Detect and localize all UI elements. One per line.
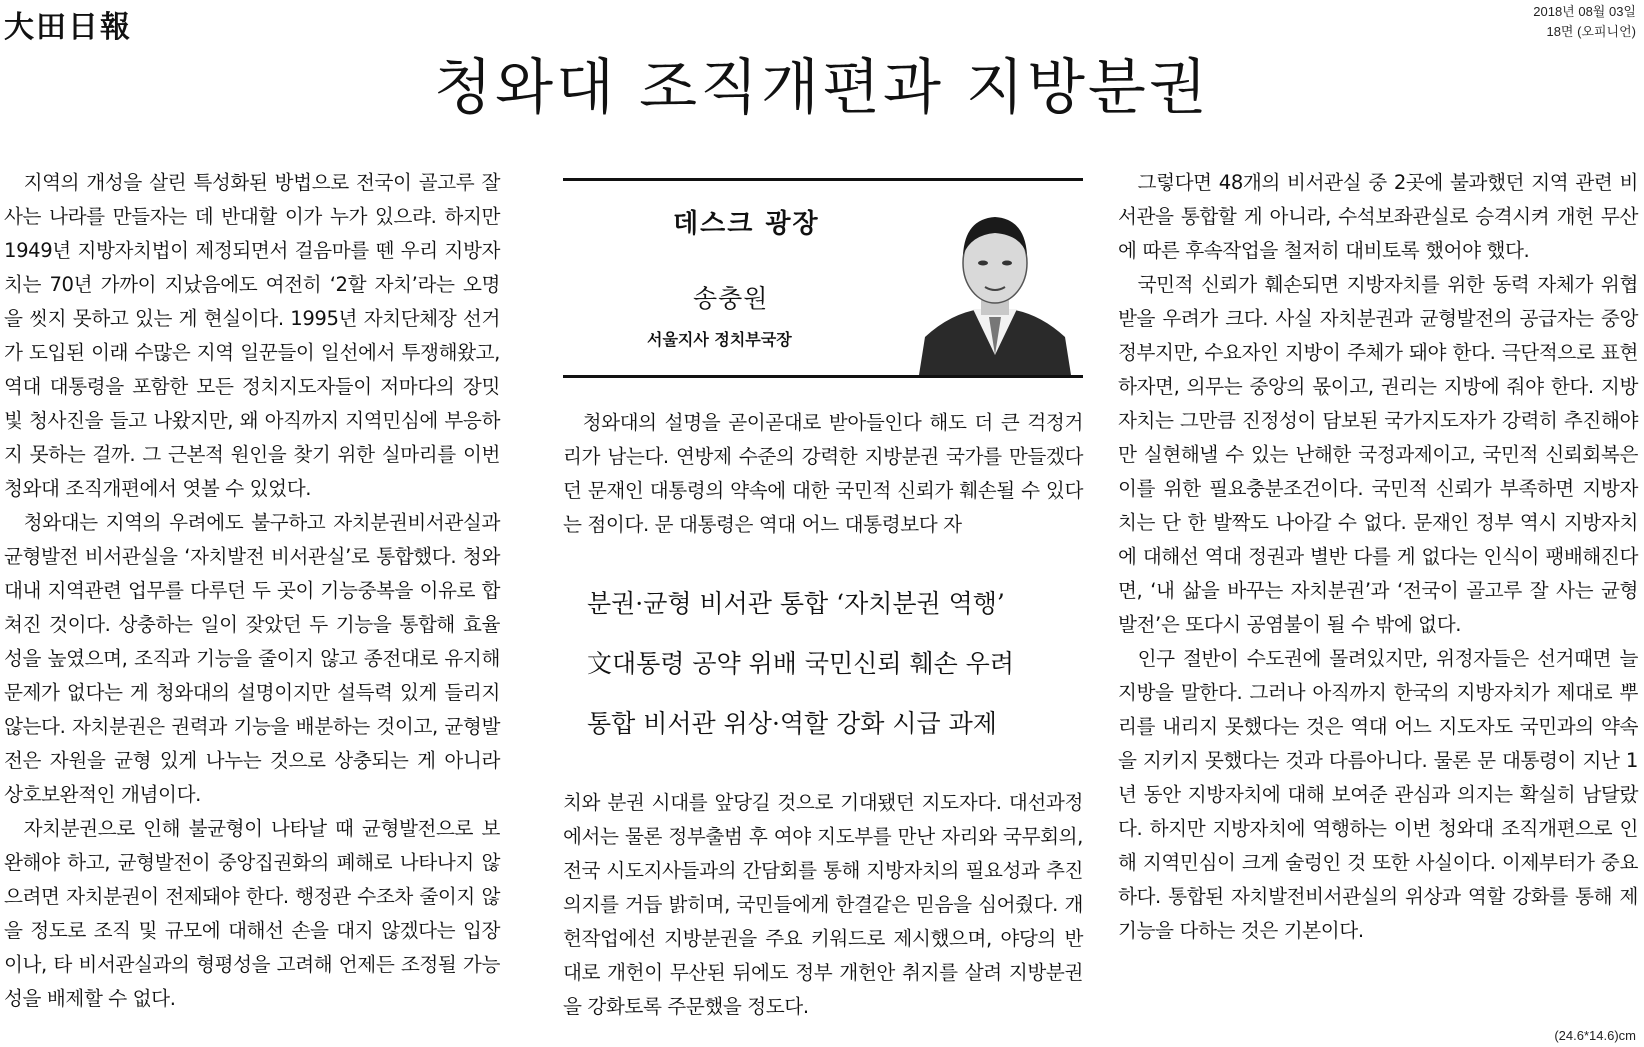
body-paragraph: 국민적 신뢰가 훼손되면 지방자치를 위한 동력 자체가 위협받을 우려가 크다. 사실 자치분권과 균형발전의 공급자는 중앙정부지만, 수요자인 지방이 주체가 돼야 한다. 극단적으로 표현하자면, 의무는 중앙의 몫이고, 권리는 지방에 줘야 한다. 지방자치는 그만큼 진정성이 담보된 국가지도자가 강력히 추진해야만 실현해낼 수 있는 난해한 국정과제이고, 국민적 신뢰회복은 이를 위한 필요충분조건이다. 국민적 신뢰가 부족하면 지방자치는 단 한 발짝도 나아갈 수 없다. 문재인 정부 역시 지방자치에 대해선 역대 정권과 별반 다를 게 없다는 인식이 팽배해진다면, ‘내 삶을 바꾸는 자치분권’과 ‘전국이 골고루 잘 사는 균형발전’은 또다시 공염불이 될 수 밖에 없다. — [1118, 273, 1638, 636]
subheadline: 文대통령 공약 위배 국민신뢰 훼손 우려 — [587, 649, 1014, 678]
body-paragraph: 인구 절반이 수도권에 몰려있지만, 위정자들은 선거때면 늘 지방을 말한다. 그러나 아직까지 한국의 지방자치가 제대로 뿌리를 내리지 못했다는 것은 역대 어느 지도자도 국민과의 약속을 지키지 못했다는 것과 다름아니다. 물론 문 대통령이 지난 1년 동안 지방자치에 대해 보여준 관심과 의지는 확실히 남달랐다. 하지만 지방자치에 역행하는 이번 청와대 조직개편으로 인해 지역민심이 크게 술렁인 것 또한 사실이다. 이제부터가 중요하다. 통합된 자치발전비서관실의 위상과 역할 강화를 통해 제기능을 다하는 것은 기본이다. — [1118, 647, 1638, 942]
newspaper-masthead: 大田日報 — [4, 10, 132, 45]
author-position: 서울지사 정치부국장 — [647, 330, 792, 349]
right-column — [1118, 166, 1638, 948]
subheadline-block — [563, 574, 1083, 754]
body-paragraph: 청와대의 설명을 곧이곧대로 받아들인다 해도 더 큰 걱정거리가 남는다. 연방제 수준의 강력한 지방분권 국가를 만들겠다던 문재인 대통령의 약속에 대한 국민적 신뢰가 훼손될 수 있다는 점이다. 문 대통령은 역대 어느 대통령보다 자 — [563, 411, 1083, 536]
page-section: 18면 (오피니언) — [1546, 24, 1636, 39]
subheadline: 통합 비서관 위상·역할 강화 시급 과제 — [587, 709, 997, 738]
body-paragraph: 자치분권으로 인해 불균형이 나타날 때 균형발전으로 보완해야 하고, 균형발전이 중앙집권화의 폐해로 나타나지 않으려면 자치분권이 전제돼야 한다. 행정관 수조차 줄이지 않을 정도로 조직 및 규모에 대해선 손을 대지 않겠다는 입장이나, 타 비서관실과의 형평성을 고려해 언제든 조정될 가능성을 배제할 수 없다. — [4, 817, 500, 1010]
body-paragraph: 치와 분권 시대를 앞당길 것으로 기대됐던 지도자다. 대선과정에서는 물론 정부출범 후 여야 지도부를 만난 자리와 국무회의, 전국 시도지사들과의 간담회를 통해 지방자치의 필요성과 추진의지를 거듭 밝히며, 국민들에게 한결같은 믿음을 심어줬다. 개헌작업에선 지방분권을 주요 키워드로 제시했으며, 야당의 반대로 개헌이 무산된 뒤에도 정부 개헌안 취지를 살려 지방분권을 강화토록 주문했을 정도다. — [563, 791, 1083, 1018]
body-paragraph: 지역의 개성을 살린 특성화된 방법으로 전국이 골고루 잘사는 나라를 만들자는 데 반대할 이가 누가 있으랴. 하지만 1949년 지방자치법이 제정되면서 걸음마를 뗀 우리 지방자치는 70년 가까이 지났음에도 여전히 ‘2할 자치’라는 오명을 씻지 못하고 있는 게 현실이다. 1995년 자치단체장 선거가 도입된 이래 수많은 지역 일꾼들이 일선에서 투쟁해왔고, 역대 대통령을 포함한 모든 정치지도자들이 저마다의 장밋빛 청사진을 들고 나왔지만, 왜 아직까지 지역민심에 부응하지 못하는 걸까. 그 근본적 원인을 찾기 위한 실마리를 이번 청와대 조직개편에서 엿볼 수 있었다. — [4, 171, 500, 500]
middle-column-bottom — [563, 786, 1083, 1024]
body-paragraph: 그렇다면 48개의 비서관실 중 2곳에 불과했던 지역 관련 비서관을 통합할 게 아니라, 수석보좌관실로 승격시켜 개헌 무산에 따른 후속작업을 철저히 대비토록 했어야 했다. — [1118, 171, 1638, 262]
column-title: 데스크 광장 — [673, 209, 820, 239]
body-paragraph: 청와대는 지역의 우려에도 불구하고 자치분권비서관실과 균형발전 비서관실을 ‘자치발전 비서관실’로 통합했다. 청와대내 지역관련 업무를 다루던 두 곳이 기능중복을 이유로 합쳐진 것이다. 상충하는 일이 잦았던 두 기능을 통합해 효율성을 높였으며, 조직과 기능을 줄이지 않고 종전대로 유지해 문제가 없다는 게 청와대의 설명이지만 설득력 있게 들리지 않는다. 자치분권은 권력과 기능을 배분하는 것이고, 균형발전은 자원을 균형 있게 나누는 것으로 상충되는 게 아니라 상호보완적인 개념이다. — [4, 511, 500, 806]
issue-meta — [1533, 2, 1636, 42]
middle-column-top — [563, 406, 1083, 542]
left-column — [4, 166, 500, 1016]
article-headline: 청와대 조직개편과 지방분권 — [434, 53, 1210, 123]
author-name: 송충원 — [693, 284, 769, 313]
column-header-box — [563, 178, 1083, 378]
subheadline: 분권·균형 비서관 통합 ‘자치분권 역행’ — [587, 589, 1005, 618]
clipping-size-note: (24.6*14.6)cm — [1554, 1028, 1636, 1043]
author-photo — [911, 205, 1079, 375]
issue-date: 2018년 08월 03일 — [1533, 4, 1636, 19]
